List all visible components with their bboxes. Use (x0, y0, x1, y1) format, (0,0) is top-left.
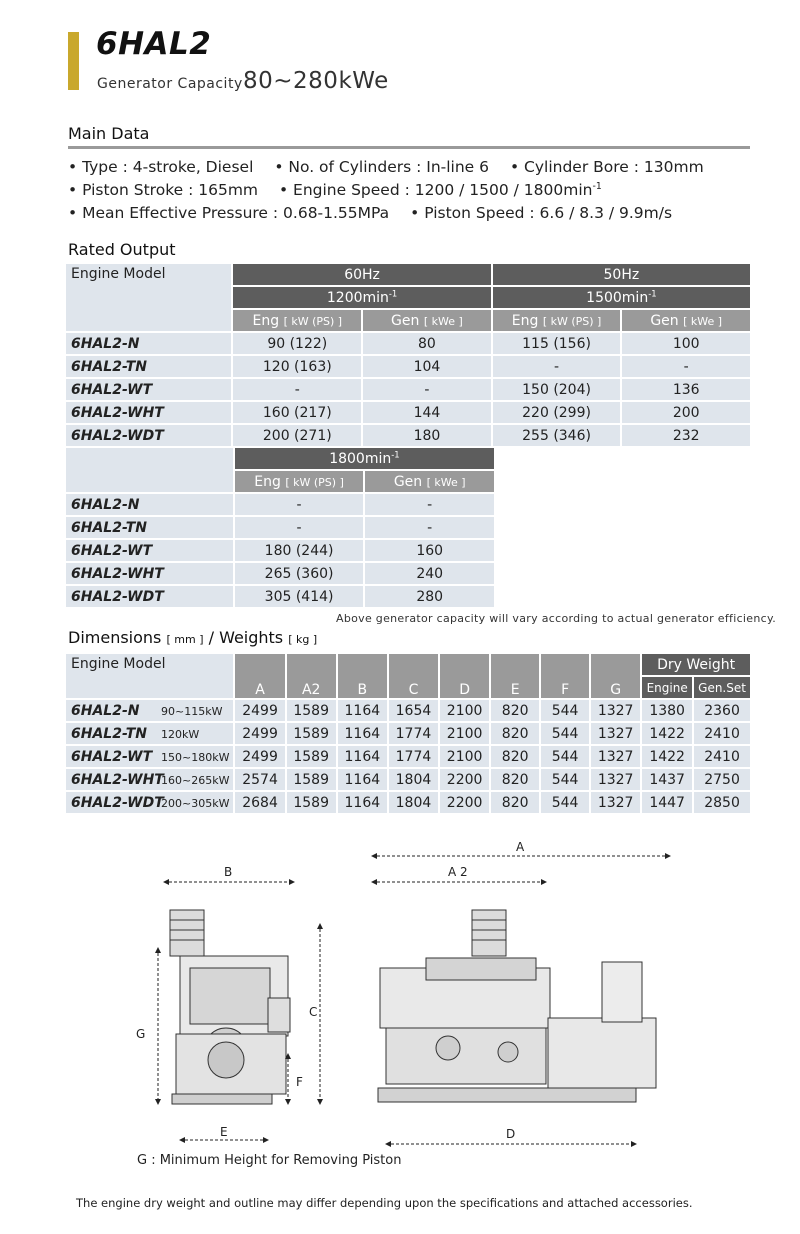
spec-type: • Type : 4-stroke, Diesel (68, 158, 254, 176)
dim-value-cell: 2100 (440, 746, 489, 767)
rated-value-cell: 232 (622, 425, 750, 446)
dim-value-cell: 1804 (389, 769, 438, 790)
eng-header: Eng [ kW (PS) ] (235, 471, 364, 492)
rated-value-cell: 120 (163) (233, 356, 361, 377)
dim-model-cell: 6HAL2-WDT200~305kW (66, 792, 233, 813)
dim-value-cell: 1164 (338, 746, 387, 767)
dim-value-cell: 2410 (694, 746, 750, 767)
dimensions-table (64, 652, 752, 815)
rated-row (66, 402, 750, 423)
spec-piston-speed: • Piston Speed : 6.6 / 8.3 / 9.9m/s (410, 204, 673, 222)
rated-value-cell: 100 (622, 333, 750, 354)
dim-value-cell: 1327 (591, 769, 640, 790)
rated-value-cell: 265 (360) (235, 563, 364, 584)
dim-value-cell: 1164 (338, 792, 387, 813)
dim-value-cell: 1654 (389, 700, 438, 721)
rated-row (66, 425, 750, 446)
dimension-row (66, 792, 750, 813)
dim-label-f: F (296, 1075, 303, 1089)
dim-col-a: A (235, 654, 284, 698)
dim-value-cell: 1380 (642, 700, 692, 721)
dim-value-cell: 2574 (235, 769, 284, 790)
dim-value-cell: 1447 (642, 792, 692, 813)
rated-value-cell: 180 (244) (235, 540, 364, 561)
dry-weight-header: Dry Weight (642, 654, 750, 675)
dim-value-cell: 544 (541, 723, 589, 744)
dim-value-cell: 1327 (591, 746, 640, 767)
capacity-note: Above generator capacity will vary according to actual generator efficiency. (336, 612, 777, 625)
rated-value-cell: - (365, 517, 494, 538)
dim-value-cell: 544 (541, 769, 589, 790)
rated-model-cell: 6HAL2-N (66, 494, 233, 515)
rated-value-cell: 150 (204) (493, 379, 621, 400)
dim-value-cell: 2200 (440, 769, 489, 790)
dim-value-cell: 2499 (235, 723, 284, 744)
dry-genset-header: Gen.Set (694, 677, 750, 698)
rated-value-cell: 144 (363, 402, 491, 423)
spec-line-3 (68, 204, 688, 222)
engine-dimension-drawing (128, 838, 688, 1148)
dim-value-cell: 2499 (235, 700, 284, 721)
rated-model-cell: 6HAL2-TN (66, 517, 233, 538)
dim-value-cell: 2100 (440, 723, 489, 744)
dim-label-g: G (136, 1027, 146, 1041)
dim-model-cell: 6HAL2-N 90~115kW (66, 700, 233, 721)
rated-value-cell: 255 (346) (493, 425, 621, 446)
rated-value-cell: - (493, 356, 621, 377)
dim-value-cell: 1327 (591, 723, 640, 744)
eng-header: Eng [ kW (PS) ] (233, 310, 361, 331)
dim-value-cell: 820 (491, 792, 539, 813)
rated-row (66, 333, 750, 354)
title-accent-bar (68, 32, 79, 90)
rated-1800-row (66, 517, 494, 538)
rated-value-cell: - (622, 356, 750, 377)
rated-1800-row (66, 586, 494, 607)
rated-value-cell: 104 (363, 356, 491, 377)
dim-label-d: D (506, 1127, 516, 1141)
dimension-row (66, 746, 750, 767)
rated-model-cell: 6HAL2-WT (66, 540, 233, 561)
gen-header: Gen [ kWe ] (363, 310, 491, 331)
spec-cylinders: • No. of Cylinders : In-line 6 (274, 158, 490, 176)
page-title: 6HAL2 (96, 26, 212, 62)
dim-value-cell: 1422 (642, 746, 692, 767)
eng-header: Eng [ kW (PS) ] (493, 310, 621, 331)
rated-value-cell: - (235, 494, 364, 515)
dim-col-f: F (541, 654, 589, 698)
rated-value-cell: 136 (622, 379, 750, 400)
dim-value-cell: 2684 (235, 792, 284, 813)
dim-engine-model-header: Engine Model (66, 654, 233, 698)
capacity-value: 80~280kWe (243, 68, 389, 94)
dimension-row (66, 700, 750, 721)
engine-model-blank (66, 448, 233, 492)
dim-label-c: C (309, 1005, 318, 1019)
dim-model-cell: 6HAL2-TN 120kW (66, 723, 233, 744)
drawing-caption: G : Minimum Height for Removing Piston (137, 1153, 402, 1168)
speed-1500-header: $1500\min^{-1}$ (493, 287, 750, 308)
dim-value-cell: 1589 (287, 700, 336, 721)
speed-1200-header: $1200\min^{-1}$ (233, 287, 490, 308)
dim-value-cell: 1804 (389, 792, 438, 813)
dim-col-c: C (389, 654, 438, 698)
dim-value-cell: 2410 (694, 723, 750, 744)
rated-value-cell: - (235, 517, 364, 538)
dimension-row (66, 723, 750, 744)
dim-value-cell: 1164 (338, 769, 387, 790)
rated-value-cell: 240 (365, 563, 494, 584)
rated-1800-row (66, 563, 494, 584)
dim-col-g: G (591, 654, 640, 698)
side-view (372, 840, 670, 1144)
hz60-header: 60Hz (233, 264, 490, 285)
rated-model-cell: 6HAL2-WHT (66, 402, 231, 423)
engine-model-header: Engine Model (66, 264, 231, 331)
rated-1800-row (66, 494, 494, 515)
dim-value-cell: 2499 (235, 746, 284, 767)
gen-header: Gen [ kWe ] (622, 310, 750, 331)
rated-value-cell: - (365, 494, 494, 515)
spec-mep: • Mean Effective Pressure : 0.68-1.55MPa (68, 204, 390, 222)
dim-model-cell: 6HAL2-WT 150~180kW (66, 746, 233, 767)
rated-value-cell: 220 (299) (493, 402, 621, 423)
dim-value-cell: 1422 (642, 723, 692, 744)
spec-line-2 (68, 181, 618, 199)
rated-value-cell: 180 (363, 425, 491, 446)
rated-value-cell: 160 (365, 540, 494, 561)
dim-value-cell: 1774 (389, 746, 438, 767)
rated-value-cell: 160 (217) (233, 402, 361, 423)
rated-model-cell: 6HAL2-WHT (66, 563, 233, 584)
rated-output-1800-table (64, 446, 496, 609)
main-data-heading: Main Data (68, 124, 150, 143)
spec-stroke: • Piston Stroke : 165mm (68, 181, 259, 199)
rated-model-cell: 6HAL2-WDT (66, 586, 233, 607)
dim-col-a2: A2 (287, 654, 336, 698)
rated-model-cell: 6HAL2-TN (66, 356, 231, 377)
dim-col-d: D (440, 654, 489, 698)
spec-bore: • Cylinder Bore : 130mm (509, 158, 704, 176)
dim-value-cell: 1164 (338, 700, 387, 721)
rated-model-cell: 6HAL2-WT (66, 379, 231, 400)
dim-col-b: B (338, 654, 387, 698)
rated-value-cell: 90 (122) (233, 333, 361, 354)
rated-1800-row (66, 540, 494, 561)
dim-value-cell: 1437 (642, 769, 692, 790)
rated-value-cell: 200 (271) (233, 425, 361, 446)
dim-value-cell: 820 (491, 700, 539, 721)
dim-value-cell: 544 (541, 746, 589, 767)
rated-value-cell: 305 (414) (235, 586, 364, 607)
dim-value-cell: 820 (491, 769, 539, 790)
dim-value-cell: 2100 (440, 700, 489, 721)
dim-label-e: E (220, 1125, 228, 1139)
dim-label-a2: A 2 (448, 865, 468, 879)
dim-value-cell: 2360 (694, 700, 750, 721)
hz50-header: 50Hz (493, 264, 750, 285)
dim-value-cell: 544 (541, 792, 589, 813)
rated-output-table (64, 262, 752, 448)
rated-model-cell: 6HAL2-N (66, 333, 231, 354)
rated-row (66, 356, 750, 377)
footnote: The engine dry weight and outline may differ depending upon the specifications and attached accessories. (76, 1196, 693, 1210)
dimension-row (66, 769, 750, 790)
rated-value-cell: 80 (363, 333, 491, 354)
dim-value-cell: 1774 (389, 723, 438, 744)
dim-col-e: E (491, 654, 539, 698)
dimensions-heading: Dimensions [ mm ] / Weights [ kg ] (68, 628, 318, 647)
dim-value-cell: 1589 (287, 746, 336, 767)
rated-value-cell: - (233, 379, 361, 400)
rated-value-cell: - (363, 379, 491, 400)
dim-value-cell: 1589 (287, 792, 336, 813)
capacity-label: Generator Capacity (97, 76, 243, 92)
dim-value-cell: 2200 (440, 792, 489, 813)
rated-row (66, 379, 750, 400)
spec-line-1 (68, 158, 720, 176)
spec-speed: • Engine Speed : $1200 / 1500 / 1800\min^{-1}$ (278, 180, 602, 199)
rated-model-cell: 6HAL2-WDT (66, 425, 231, 446)
dry-engine-header: Engine (642, 677, 692, 698)
dim-value-cell: 1327 (591, 700, 640, 721)
dim-label-b: B (224, 865, 233, 879)
rated-output-heading: Rated Output (68, 240, 176, 259)
section-divider (68, 146, 750, 149)
rated-value-cell: 115 (156) (493, 333, 621, 354)
speed-1800-header: $1800\min^{-1}$ (235, 448, 494, 469)
dim-value-cell: 1164 (338, 723, 387, 744)
dim-value-cell: 1327 (591, 792, 640, 813)
dim-value-cell: 2750 (694, 769, 750, 790)
dim-value-cell: 820 (491, 723, 539, 744)
dim-value-cell: 1589 (287, 723, 336, 744)
front-view (136, 865, 320, 1140)
gen-header: Gen [ kWe ] (365, 471, 494, 492)
dim-model-cell: 6HAL2-WHT160~265kW (66, 769, 233, 790)
dim-value-cell: 820 (491, 746, 539, 767)
dim-value-cell: 2850 (694, 792, 750, 813)
dim-label-a: A (516, 840, 525, 854)
dim-value-cell: 1589 (287, 769, 336, 790)
rated-value-cell: 280 (365, 586, 494, 607)
dim-value-cell: 544 (541, 700, 589, 721)
rated-value-cell: 200 (622, 402, 750, 423)
